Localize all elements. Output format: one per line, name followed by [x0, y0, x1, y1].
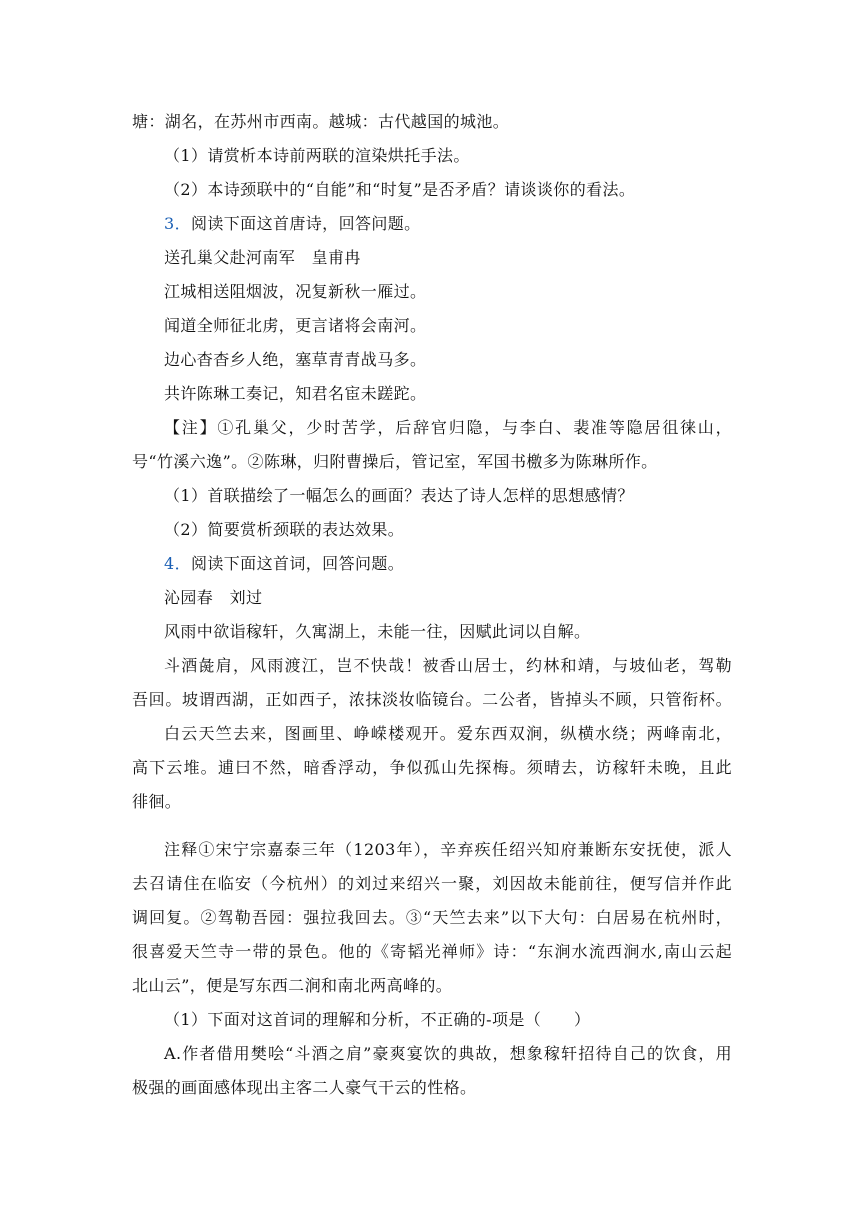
- annotation-line-tang: 塘：湖名，在苏州市西南。越城：古代越国的城池。: [132, 112, 510, 131]
- option-a-line-1: A.作者借用樊哙“斗酒之肩”豪爽宴饮的典故，想象稼轩招待自己的饮食，用: [164, 1044, 732, 1063]
- question-4-prompt: 阅读下面这首词，回答问题。: [190, 554, 405, 573]
- ci-text-line-5: 徘徊。: [132, 792, 182, 811]
- ci-text-line-1: 斗酒彘肩，风雨渡江，岂不快哉！被香山居士，约林和靖，与坡仙老，驾勒: [164, 656, 732, 675]
- question-3-part-2: （2）简要赏析颈联的表达效果。: [164, 520, 405, 539]
- poem-title-author: 送孔巢父赴河南军 皇甫冉: [164, 248, 361, 267]
- ci-preface: 风雨中欲诣稼轩，久寓湖上，未能一往，因赋此词以自解。: [164, 622, 591, 641]
- question-number-3: 3．: [164, 214, 191, 233]
- ci-notes-line-4: 很喜爱天竺寺一带的景色。他的《寄韬光禅师》诗：“东涧水流西涧水,南山云起: [132, 942, 732, 961]
- poem-note-line-2: 号“竹溪六逸”。②陈琳，归附曹操后，管记室，军国书檄多为陈琳所作。: [132, 452, 658, 471]
- question-number-4: 4．: [164, 554, 191, 573]
- ci-notes-line-2: 去召请住在临安（今杭州）的刘过来绍兴一聚，刘因故未能前往，便写信并作此: [132, 874, 732, 893]
- ci-text-line-2: 吾回。坡谓西湖，正如西子，浓抹淡妆临镜台。二公者，皆掉头不顾，只管衔杯。: [132, 690, 732, 709]
- ci-notes-line-5: 北山云”，便是写东西二涧和南北两高峰的。: [132, 976, 453, 995]
- ci-notes-line-3: 调回复。②驾勒吾园：强拉我回去。③“天竺去来”以下大句：白居易在杭州时，: [132, 908, 732, 927]
- question-3-part-2-prev: （2）本诗颈联中的“自能”和“时复”是否矛盾？请谈谈你的看法。: [164, 180, 636, 199]
- poem-note-line-1: 【注】①孔巢父，少时苦学，后辞官归隐，与李白、裴准等隐居徂徕山，: [164, 418, 732, 437]
- ci-notes-line-1: 注释①宋宁宗嘉泰三年（1203年），辛弃疾任绍兴知府兼断东安抚使，派人: [164, 840, 732, 859]
- poem-line-2: 闻道全师征北虏，更言诸将会南河。: [164, 316, 427, 335]
- poem-line-4: 共许陈琳工奏记，知君名宦未蹉跎。: [164, 384, 427, 403]
- question-4-part-1: （1）下面对这首词的理解和分析，不正确的-项是（ ）: [164, 1010, 591, 1029]
- question-3-heading: [164, 213, 764, 235]
- ci-text-line-4: 高下云堆。逋曰不然，暗香浮动，争似孤山先探梅。须晴去，访稼轩未晚，且此: [132, 758, 732, 777]
- question-3-part-1-prev: （1）请赏析本诗前两联的渲染烘托手法。: [164, 146, 470, 165]
- ci-text-line-3: 白云天竺去来，图画里、峥嵘楼观开。爱东西双涧，纵横水绕；两峰南北，: [164, 724, 732, 743]
- question-3-part-1: （1）首联描绘了一幅怎么的画面？表达了诗人怎样的思想感情？: [164, 486, 634, 505]
- ci-title-author: 沁园春 刘过: [164, 588, 263, 607]
- question-4-heading: [164, 553, 764, 575]
- poem-line-1: 江城相送阻烟波，况复新秋一雁过。: [164, 282, 427, 301]
- option-a-line-2: 极强的画面感体现出主客二人豪气干云的性格。: [132, 1078, 477, 1097]
- question-3-prompt: 阅读下面这首唐诗，回答问题。: [190, 214, 421, 233]
- poem-line-3: 边心杳杳乡人绝，塞草青青战马多。: [164, 350, 427, 369]
